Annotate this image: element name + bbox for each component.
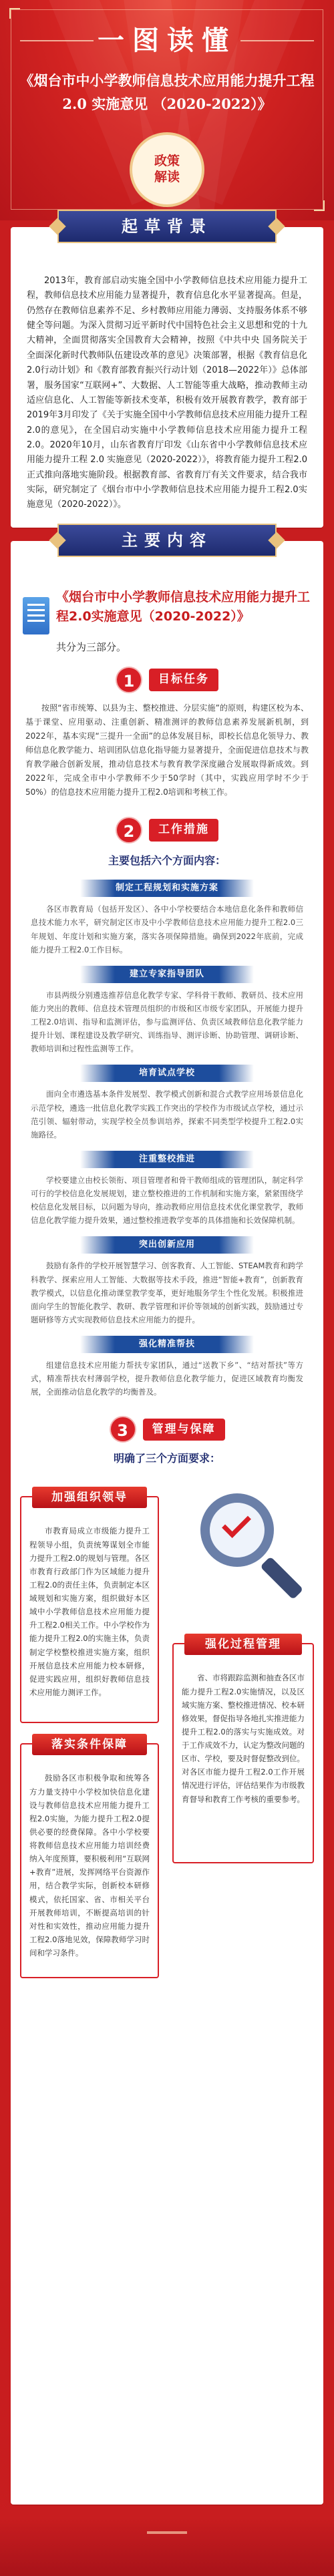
guarantee-area (20, 1476, 314, 1984)
guarantee-card (20, 1491, 159, 1723)
measure-text: 学校要建立由校长领衔、项目管理者和骨干教师组成的管理团队，制定科学可行的学校信息化发展规划，建立整校推进的工作机制和实施方案，紧紧围绕学校信息化发展目标，以问题为导向，推动教师应用信息技术优化课堂教学，教师信息化教学能力提升效果，通过整校推进教学变革的具体措施和长效保障机制。 (31, 1175, 303, 1226)
measure-item (11, 966, 323, 1056)
measure-item (11, 1236, 323, 1326)
part3-heading (11, 1416, 323, 1443)
policy-badge-label: 政策解读 (154, 154, 180, 184)
measure-title: 制定工程规划和实施方案 (80, 880, 254, 897)
content-panel (11, 541, 323, 2505)
part3-label: 管理与保障 (143, 1419, 225, 1441)
part1-text: 按照“省市统筹、以县为主、整校推进、分层实施”的原则，构建区校为本、基于课堂、应用驱动、注重创新、精准测评的教师信息素养发展新机制，到2022年，基本实现“三提升一全面”的总体发展目标，即校长信息化领导力、教师信息化教学能力、培训团队信息化指导能力显著提升，全面促进信息技术与教育教学融合创新发展，推动信息技术与教育教学深度融合发展取得新成效。到2022年，完成全市中小学教师不少于50学时（其中，实践应用学时不少于50%）的信息技术应用能力提升工程2.0培训和考核工作。 (25, 703, 309, 797)
measure-title: 建立专家指导团队 (80, 966, 254, 983)
guarantee-card-text: 鼓励各区市积极争取和统筹各方力量支持中小学校加快信息化建设与教师信息技术应用能力提升工程2.0实施，为能力提升工程2.0提供必要的经费保障。各中小学校要将教师信息技术应用能力培训经费纳入年度预算，要积极利用“互联网+教育”进展，发挥网络平台资源作用，结合教学实际，创新校本研修模式，依托国家、省、市相关平台开展教师培训，不断提高培训的针对性和实效性，推动应用能力提升工程2.0落地见效，保障教师学习时间和学习条件。 (29, 1773, 150, 1958)
measure-text: 各区市教育局（包括开发区）、各中小学校要结合本地信息化条件和教师信息技术能力水平，研究制定区市及中小学教师信息技术应用能力提升工程2.0三年规划、年度计划和实施方案，落实各项保障措施。确保到2022年底前，完成能力提升工程2.0工作目标。 (31, 904, 303, 954)
part1-heading (11, 667, 323, 693)
page-subtitle: 《烟台市中小学教师信息技术应用能力提升工程 2.0 实施意见 （2020-2022）》 (19, 72, 315, 112)
guarantee-card-title: 加强组织领导 (32, 1487, 147, 1508)
measure-item (11, 1065, 323, 1141)
footer-band (0, 2518, 334, 2576)
guarantee-card-title: 强化过程管理 (184, 1634, 302, 1655)
part1-number: 1 (116, 667, 142, 693)
page-title: 一图读懂 (98, 25, 236, 56)
measure-text: 市县两级分别遴选推荐信息化教学专家、学科骨干教师、教研员、技术应用能力突出的教师、信息技术管理员组织的市级和区市级专家团队，开展能力提升工程2.0培训、指导和监测评估，参与监测评估、负责区域教师信息化教学能力提升计划、课程建设及教学研究、训练指导、测评诊断、协助管理、调研诊断、教师培训和过程性监测等工作。 (31, 990, 303, 1054)
measure-text: 组建信息技术应用能力帮扶专家团队，通过“送教下乡”、“结对帮扶”等方式，精准帮扶农村薄弱学校，提升教师信息化教学能力，促进区域教育均衡发展，全面推动信息化教学的均衡普及。 (31, 1360, 303, 1397)
guarantee-card-title: 落实条件保障 (32, 1734, 147, 1755)
magnifier-icon (187, 1489, 301, 1610)
measure-text: 鼓励有条件的学校开展智慧学习、创客教育、人工智能、STEAM教育和跨学科教学、探索应用人工智能、大数据等技术手段，推进“智能+教育”，创新教育教学模式，以信息化推动课堂教学变革，更好地服务学生个性化发展。积极推进面向学生的智能化教学、教研、教学管理和评价等领域的创新实践，鼓励通过专题研修等方式实现教师信息技术应用能力的提升。 (31, 1261, 303, 1324)
background-panel (11, 227, 323, 528)
section-banner-content: 主要内容 (57, 524, 277, 557)
document-icon (23, 597, 49, 634)
guarantee-card (20, 1738, 159, 1978)
part1-label: 目标任务 (149, 669, 218, 691)
measure-item (11, 1336, 323, 1399)
content-intro-title: 《烟台市中小学教师信息技术应用能力提升工程2.0实施意见（2020-2022）》 (56, 590, 311, 624)
measure-item (11, 1151, 323, 1228)
section-banner-background: 起草背景 (57, 210, 277, 243)
content-intro-more: 共分为三部分。 (56, 641, 127, 653)
guarantee-card-text: 省、市将跟踪监测和抽查各区市能力提升工程2.0实施情况，以及区域实施方案、整校推进情况、校本研修效果，督促指导各地扎实推进能力提升工程2.0的落实与实施成效。对于工作成效不力，认定为整改问题的区市、学校，要及时督促整改到位。对各区市能力提升工程2.0工作开展情况进行评估，评估结果作为市级教育督导和教育工作考核的重要参考。 (182, 1673, 305, 1804)
guarantee-card-text: 市教育局成立市级能力提升工程领导小组，负责统筹谋划全市能力提升工程2.0的规划与管理。各区市教育行政部门作为区域能力提升工程2.0的责任主体，负责制定本区域规划和实施方案，组织做好本区域中小学教师信息技术应用能力提升工程2.0相关工作。中小学校作为能力提升工程2.0的实施主体，负责制定学校整校推进实施方案，组织开展信息技术应用能力校本研修，促进实践应用，组织好教师信息技术应用能力测评工作。 (29, 1526, 150, 1697)
part2-number: 2 (116, 817, 142, 844)
measure-title: 培育试点学校 (80, 1065, 254, 1082)
measure-text: 面向全市遴选基本条件发展型、教学模式创新和混合式教学应用场景信息化示范学校，遴选一批信息化教学实践工作突出的学校作为市级试点学校，通过示范引领、辐射带动，实现学校全员参训培养，探索不同类型学校提升工程2.0实施路径。 (31, 1089, 303, 1139)
measure-title: 突出创新应用 (80, 1236, 254, 1254)
header (0, 0, 334, 220)
part2-heading (11, 817, 323, 844)
part2-label: 工作措施 (149, 819, 218, 842)
measure-title: 强化精准帮扶 (80, 1336, 254, 1353)
guarantee-card (172, 1638, 314, 1863)
part3-intro: 明确了三个方面要求： (113, 1452, 220, 1465)
background-paragraph: 2013年，教育部启动实施全国中小学教师信息技术应用能力提升工程，教师信息技术应用能力显著提升，教育信息化水平显著提高。但是，仍然存在教师信息素养不足、乡村教师应用能力薄弱、支持服务体系不够健全等问题。为深入贯彻习近平新时代中国特色社会主义思想和党的十九大精神，全面贯彻落实全国教育大会精神，按照《中共中央 国务院关于全面深化新时代教师队伍建设改革的意见》决策部署，根据《教育信息化2.0行动计划》和《教育部教育振兴行动计划（2018—2022年）》总体部署，服务国家“互联网+”、大数据、人工智能等重大战略，推动教师主动适应信息化、人工智能等新技术变革，积极有效开展教育教学，教育部于2019年3月印发了《关于实施全国中小学教师信息技术应用能力提升工程2.0的意见》，在全国启动实施中小学教师信息技术应用能力提升工程2.0。2020年10月，山东省教育厅印发《山东省中小学教师信息技术应用能力提升工程 2.0 实施意见（2020-2022）》，将教育能力提升工程2.0正式推向落地实施阶段。根据教育部、省教育厅有关文件要求，结合我市实际，研究制定了《烟台市中小学教师信息技术应用能力提升工程2.0实施意见（2020-2022）》。 (27, 276, 307, 510)
policy-badge (130, 132, 204, 207)
part2-intro: 主要包括六个方面内容： (108, 854, 226, 868)
part3-number: 3 (110, 1416, 136, 1443)
content-intro (23, 588, 311, 634)
measure-title: 注重整校推进 (80, 1151, 254, 1168)
measure-item (11, 880, 323, 956)
